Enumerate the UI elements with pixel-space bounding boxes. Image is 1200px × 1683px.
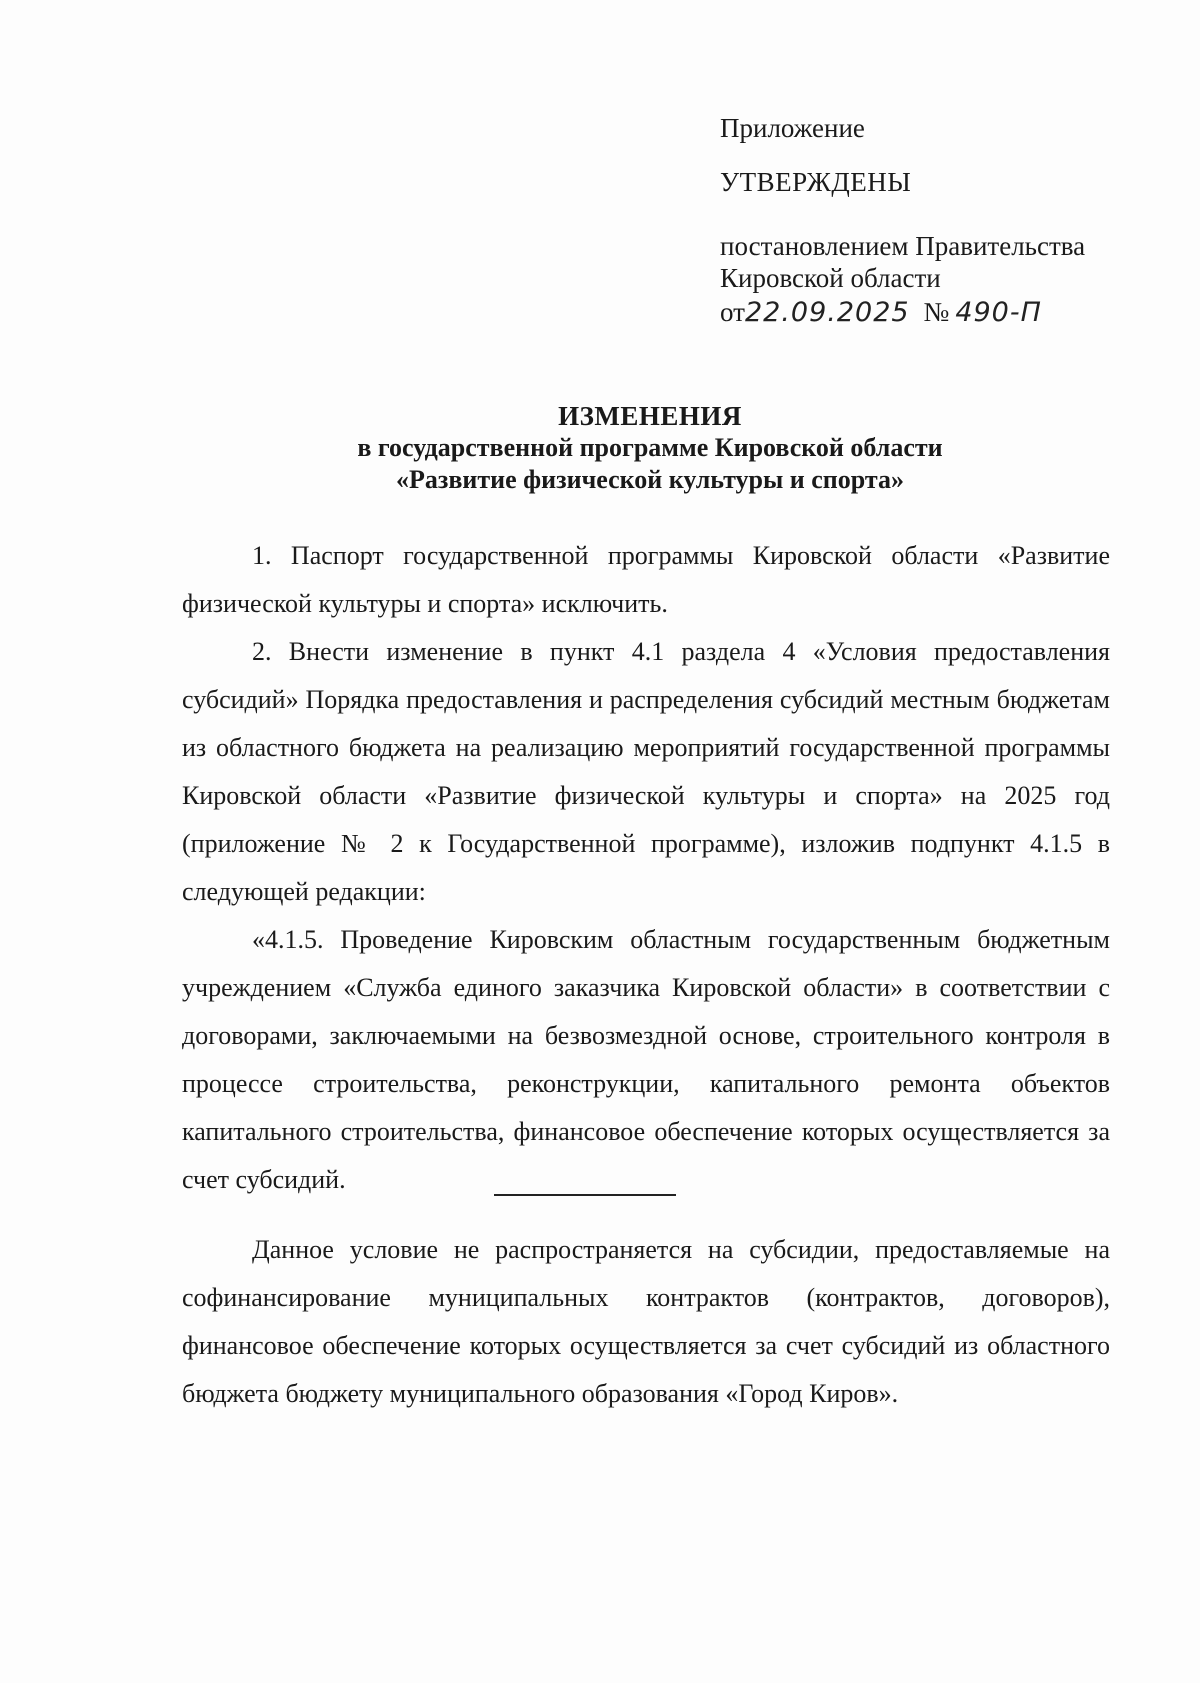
decree-line-2: Кировской области <box>720 263 941 293</box>
title-line-3: «Развитие физической культуры и спорта» <box>396 465 904 494</box>
closing-separator-line <box>494 1194 676 1196</box>
handwritten-date: 22.09.2025 <box>744 297 910 328</box>
number-sign: № <box>923 297 950 327</box>
paragraph-4: Данное условие не распространяется на субсидии, предоставляемые на софинансирование муниципальных контрактов (контрактов, договоров), финансовое обеспечение которых осуществляется за счет субсидий из областного бюджета бюджету муниципального образования «Город Киров». <box>182 1235 1110 1408</box>
decree-date-line <box>720 296 1140 329</box>
approval-block <box>720 112 1140 329</box>
annex-label: Приложение <box>720 113 865 143</box>
paragraph-2: 2. Внести изменение в пункт 4.1 раздела 4 «Условия предоставления субсидий» Порядка предоставления и распределения субсидий местным бюджетам из областного бюджета на реализацию мероприятий государственной программы Кировской области «Развитие физической культуры и спорта» на 2025 год (приложение № 2 к Государственной программе), изложив подпункт 4.1.5 в следующей редакции: <box>182 637 1110 906</box>
decree-line-1: постановлением Правительства <box>720 231 1086 261</box>
document-body <box>182 532 1110 1418</box>
paragraph-3: «4.1.5. Проведение Кировским областным государственным бюджетным учреждением «Служба единого заказчика Кировской области» в соответствии с договорами, заключаемыми на безвозмездной основе, строительного контроля в процессе строительства, реконструкции, капитального ремонта объектов капитального строительства, финансовое обеспечение которых осуществляется за счет субсидий. <box>182 925 1110 1194</box>
approved-label: УТВЕРЖДЕНЫ <box>720 167 912 197</box>
document-title <box>180 400 1120 496</box>
title-main: ИЗМЕНЕНИЯ <box>558 401 742 431</box>
paragraph-1: 1. Паспорт государственной программы Кировской области «Развитие физической культуры и спорта» исключить. <box>182 541 1110 618</box>
handwritten-number: 490-П <box>955 297 1042 328</box>
title-line-2: в государственной программе Кировской области <box>357 433 943 462</box>
date-prefix: от <box>720 297 745 327</box>
